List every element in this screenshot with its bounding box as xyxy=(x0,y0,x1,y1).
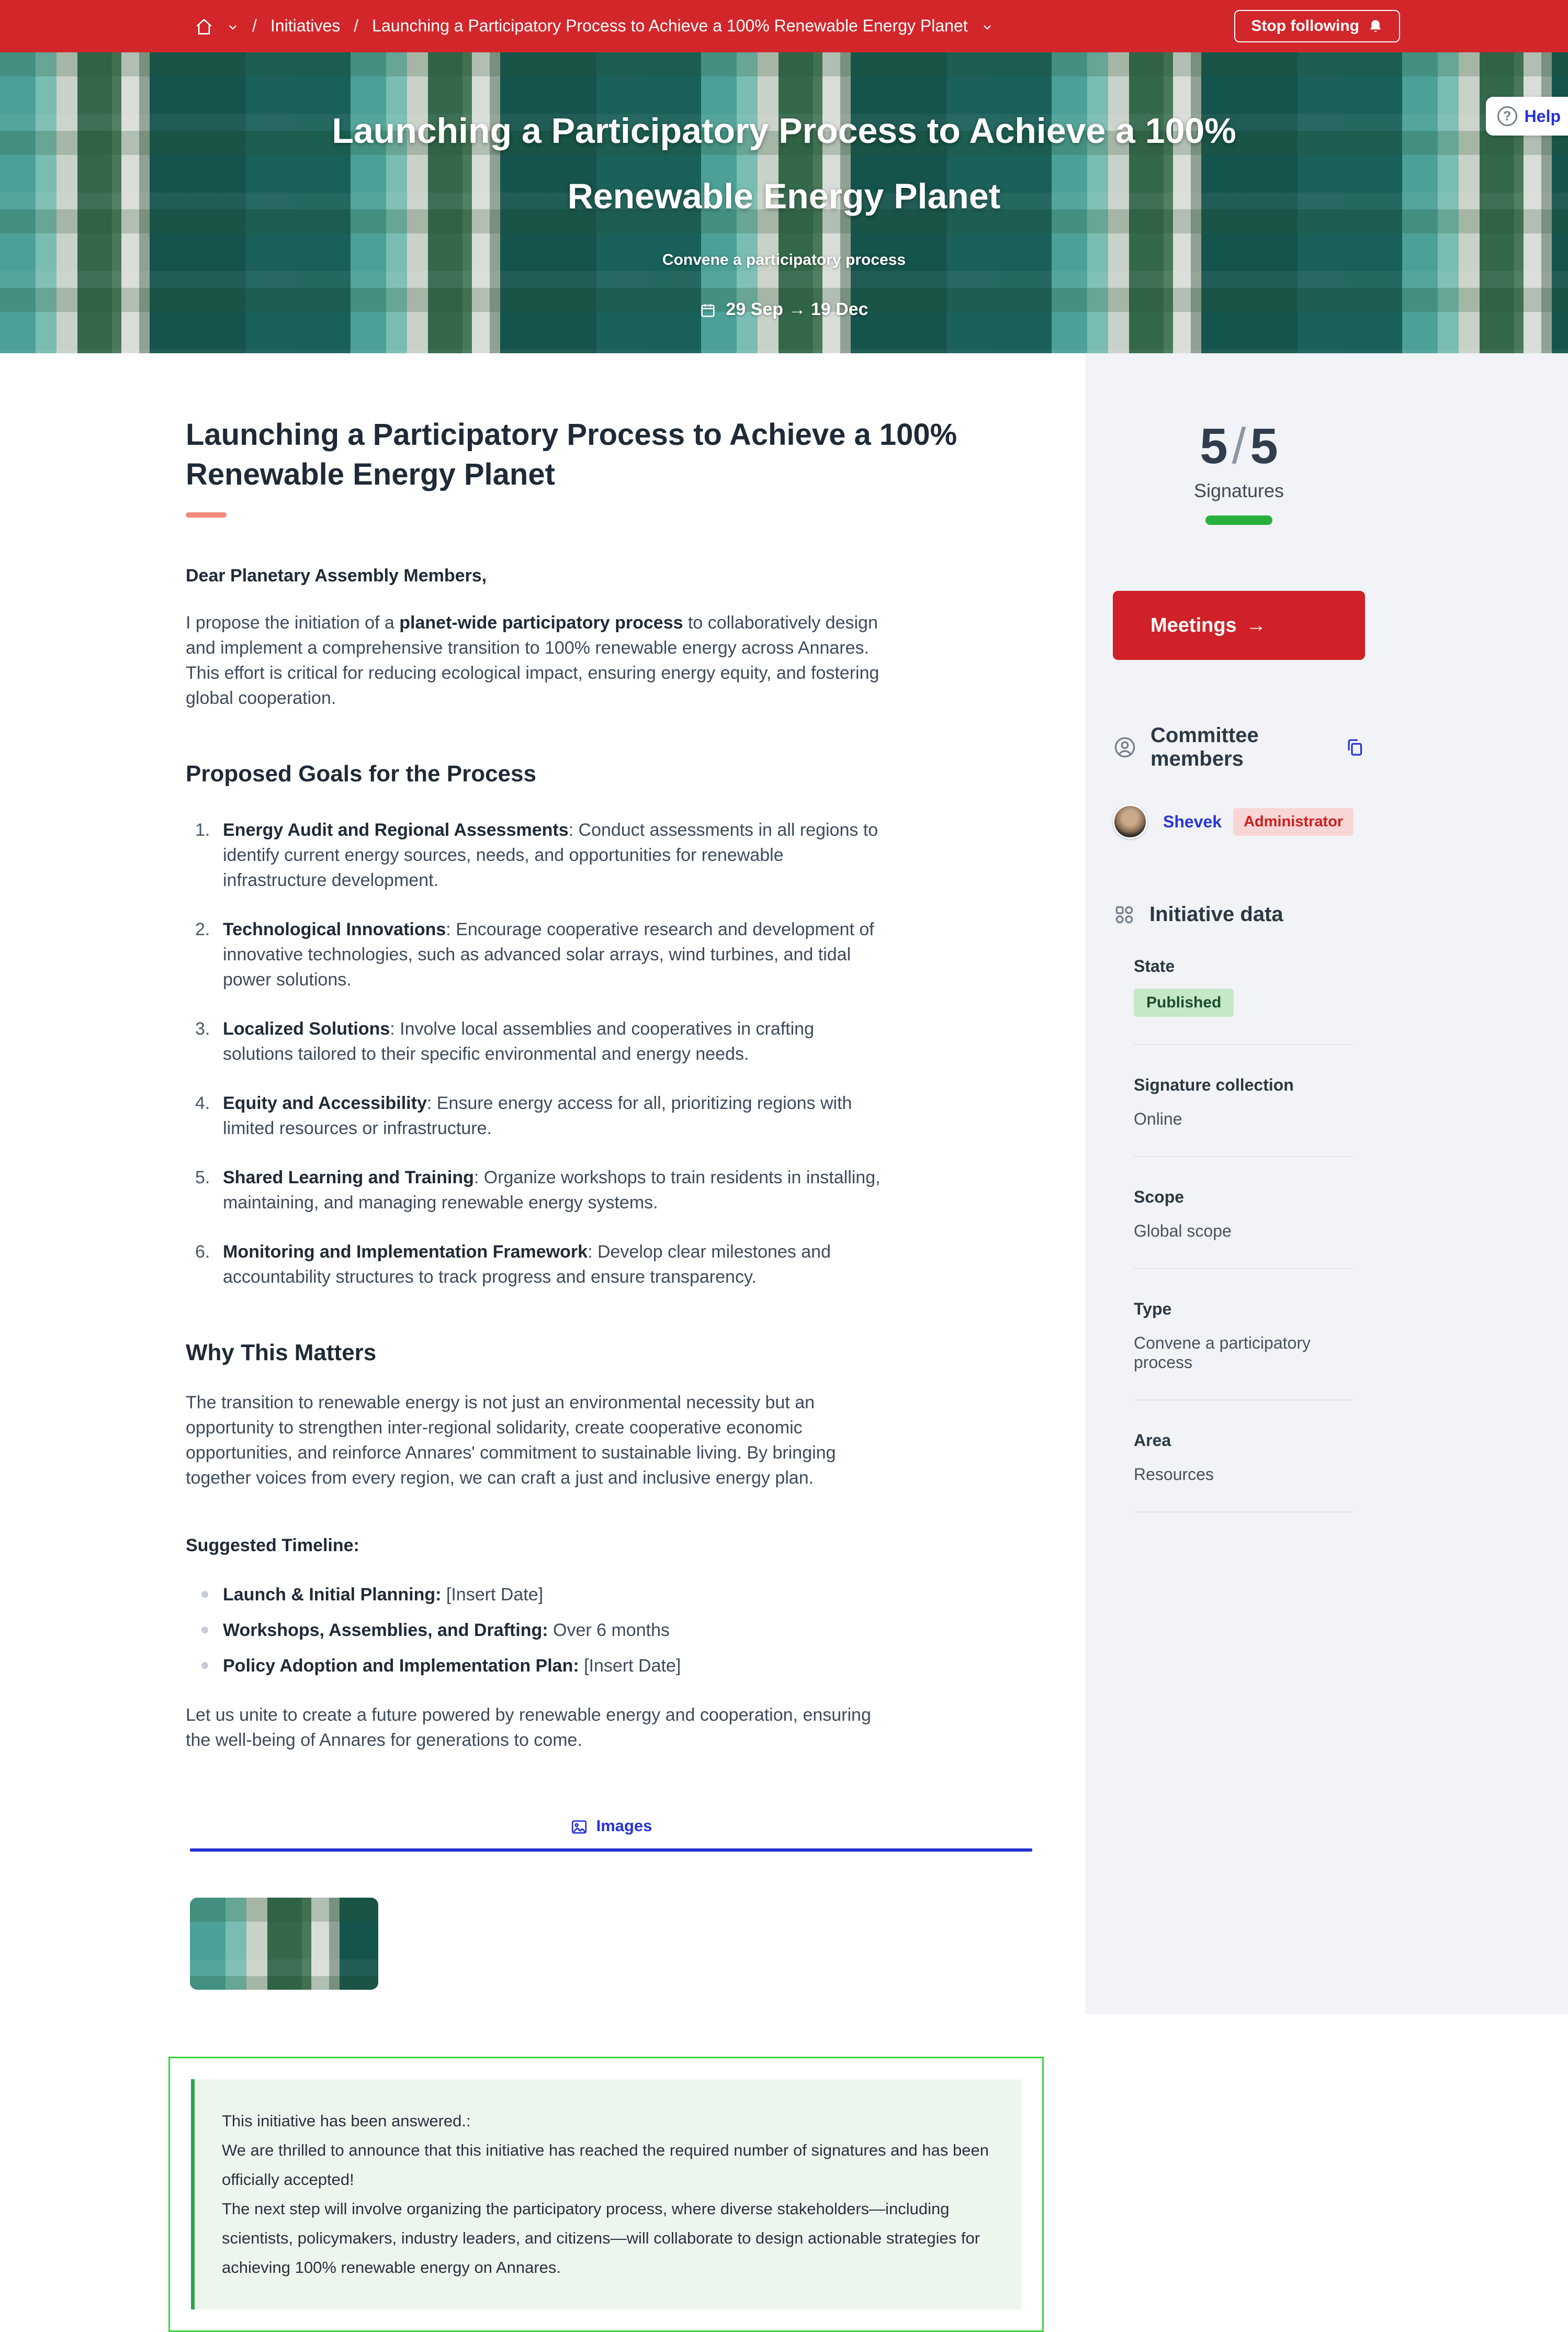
avatar[interactable] xyxy=(1113,804,1147,839)
sidebar-column xyxy=(1113,420,1365,1512)
images-section xyxy=(190,1817,1032,1990)
breadcrumb xyxy=(195,16,993,37)
answer-paragraph: We are thrilled to announce that this initiative has reached the required number of signatures and has been officially accepted! xyxy=(222,2140,989,2189)
signatures-separator: / xyxy=(1232,418,1246,474)
hero-title: Launching a Participatory Process to Achieve a 100% Renewable Energy Planet xyxy=(332,111,1236,216)
status-badge: Published xyxy=(1134,989,1234,1017)
breadcrumb-chevron-down-icon[interactable] xyxy=(982,16,993,36)
top-navbar xyxy=(0,0,1568,52)
divider xyxy=(1134,1156,1353,1157)
divider xyxy=(1134,1044,1353,1045)
calendar-icon xyxy=(700,299,716,320)
question-circle-icon xyxy=(1497,106,1517,126)
list-item: Shared Learning and Training: Organize workshops to train residents in installing, maintaining, and managing renewable energy systems. xyxy=(223,1168,881,1213)
intro-paragraph: I propose the initiation of a planet-wide participatory process to collaboratively design and implement a comprehensive transition to 100% renewable energy across Annares. This effort is critical for reducing ecological impact, ensuring energy equity, and fostering global cooperation. xyxy=(186,613,879,708)
intro-bold-phrase: planet-wide participatory process xyxy=(399,613,683,633)
answer-heading-line: This initiative has been answered.: xyxy=(222,2111,471,2130)
committee-members-heading: Committee members xyxy=(1150,724,1259,770)
why-paragraph: The transition to renewable energy is not just an environmental necessity but an opportunity to strengthen inter-regional solidarity, create cooperative economic opportunities, and reinforce Annares' commitment to sustainable living. By bringing together voices from every region, we can craft a just and inclusive energy plan. xyxy=(186,1393,836,1488)
list-item: Workshops, Assemblies, and Drafting: Over 6 months xyxy=(186,1618,882,1643)
data-value: Global scope xyxy=(1134,1221,1232,1240)
salutation: Dear Planetary Assembly Members, xyxy=(186,566,487,586)
timeline-list xyxy=(186,1582,981,1678)
list-item: Energy Audit and Regional Assessments: Conduct assessments in all regions to identify current energy sources, needs, and opportunities for renewable infrastructure development. xyxy=(223,820,878,890)
answer-paragraph: The next step will involve organizing the participatory process, where diverse stakeholders—including scientists, policymakers, industry leaders, and citizens—will collaborate to design actionable strategies for achieving 100% renewable energy on Annares. xyxy=(222,2199,980,2277)
title-accent-bar xyxy=(186,512,227,518)
grid-icon xyxy=(1113,903,1136,926)
stop-following-button[interactable] xyxy=(1234,10,1400,42)
divider xyxy=(1134,1399,1353,1400)
signatures-label: Signatures xyxy=(1193,480,1284,501)
initiative-body xyxy=(186,415,989,2332)
hero-type-label: Convene a participatory process xyxy=(662,251,906,268)
list-item: Launch & Initial Planning: [Insert Date] xyxy=(186,1582,882,1607)
data-value: Online xyxy=(1134,1109,1182,1128)
data-value: Convene a participatory process xyxy=(1134,1333,1311,1372)
member-name-link[interactable]: Shevek xyxy=(1163,812,1222,831)
breadcrumb-current-link[interactable]: Launching a Participatory Process to Achieve a 100% Renewable Energy Planet xyxy=(372,16,968,36)
tab-images[interactable] xyxy=(190,1817,1032,1836)
answer-panel xyxy=(191,2079,1021,2309)
hero-banner xyxy=(0,52,1568,353)
arrow-right-icon: → xyxy=(1246,614,1266,636)
hero-content xyxy=(0,52,1568,353)
images-underline xyxy=(190,1848,1032,1852)
sidebar xyxy=(1086,353,1568,2014)
signatures-progress-bar xyxy=(1205,515,1272,525)
initiative-data-heading: Initiative data xyxy=(1149,903,1283,926)
bell-icon xyxy=(1368,17,1383,35)
goals-list xyxy=(186,817,981,1290)
person-circle-icon xyxy=(1113,735,1137,759)
image-icon xyxy=(570,1817,588,1836)
why-heading: Why This Matters xyxy=(186,1340,377,1365)
data-value: Resources xyxy=(1134,1465,1214,1484)
initiative-image-thumbnail[interactable] xyxy=(190,1898,378,1990)
breadcrumb-separator: / xyxy=(354,16,359,36)
committee-member-row xyxy=(1113,804,1365,839)
committee-members-header xyxy=(1113,724,1365,771)
data-label: Type xyxy=(1134,1299,1172,1318)
hero-date-range: 29 Sep → 19 Dec xyxy=(726,299,868,319)
main-content xyxy=(0,353,1086,2277)
goals-heading: Proposed Goals for the Process xyxy=(186,761,536,787)
help-label: Help xyxy=(1524,106,1561,126)
closing-paragraph: Let us unite to create a future powered by renewable energy and cooperation, ensuring the well-being of Annares for generations to come. xyxy=(186,1705,871,1750)
list-item: Localized Solutions: Involve local assemblies and cooperatives in crafting solutions tailored to their specific environmental and energy needs. xyxy=(223,1019,815,1064)
initiative-data-header xyxy=(1113,903,1365,926)
meetings-label: Meetings xyxy=(1150,614,1237,636)
breadcrumb-separator: / xyxy=(252,16,257,36)
answer-box xyxy=(168,2057,1044,2332)
copy-icon[interactable] xyxy=(1344,737,1365,758)
signatures-count: 5/5 xyxy=(1200,418,1278,474)
images-tab-label: Images xyxy=(596,1817,652,1835)
data-label: Scope xyxy=(1134,1187,1185,1206)
list-item: Monitoring and Implementation Framework: Develop clear milestones and accountability structures to track progress and ensure transparency. xyxy=(223,1242,831,1287)
home-chevron-down-icon[interactable] xyxy=(227,16,239,36)
data-label: Signature collection xyxy=(1134,1075,1294,1094)
breadcrumb-initiatives-link[interactable]: Initiatives xyxy=(270,16,341,36)
help-button[interactable] xyxy=(1486,97,1568,136)
divider xyxy=(1134,1268,1353,1269)
list-item: Equity and Accessibility: Ensure energy access for all, prioritizing regions with limited resources or infrastructure. xyxy=(223,1093,852,1138)
timeline-heading: Suggested Timeline: xyxy=(186,1535,359,1555)
administrator-badge: Administrator xyxy=(1233,808,1353,836)
stop-following-label: Stop following xyxy=(1251,17,1359,35)
data-label: Area xyxy=(1134,1431,1171,1450)
list-item: Technological Innovations: Encourage cooperative research and development of innovative technologies, such as advanced solar arrays, wind turbines, and tidal power solutions. xyxy=(223,920,874,990)
hero-date-row xyxy=(0,299,1568,320)
divider xyxy=(1134,1511,1353,1512)
signatures-stats xyxy=(1113,420,1365,525)
data-label: State xyxy=(1134,957,1175,976)
meetings-button[interactable] xyxy=(1113,591,1365,660)
list-item: Policy Adoption and Implementation Plan: [Insert Date] xyxy=(186,1653,882,1678)
home-icon[interactable] xyxy=(195,16,213,37)
page-title: Launching a Participatory Process to Achieve a 100% Renewable Energy Planet xyxy=(186,418,957,491)
initiative-data-list xyxy=(1113,957,1353,1512)
